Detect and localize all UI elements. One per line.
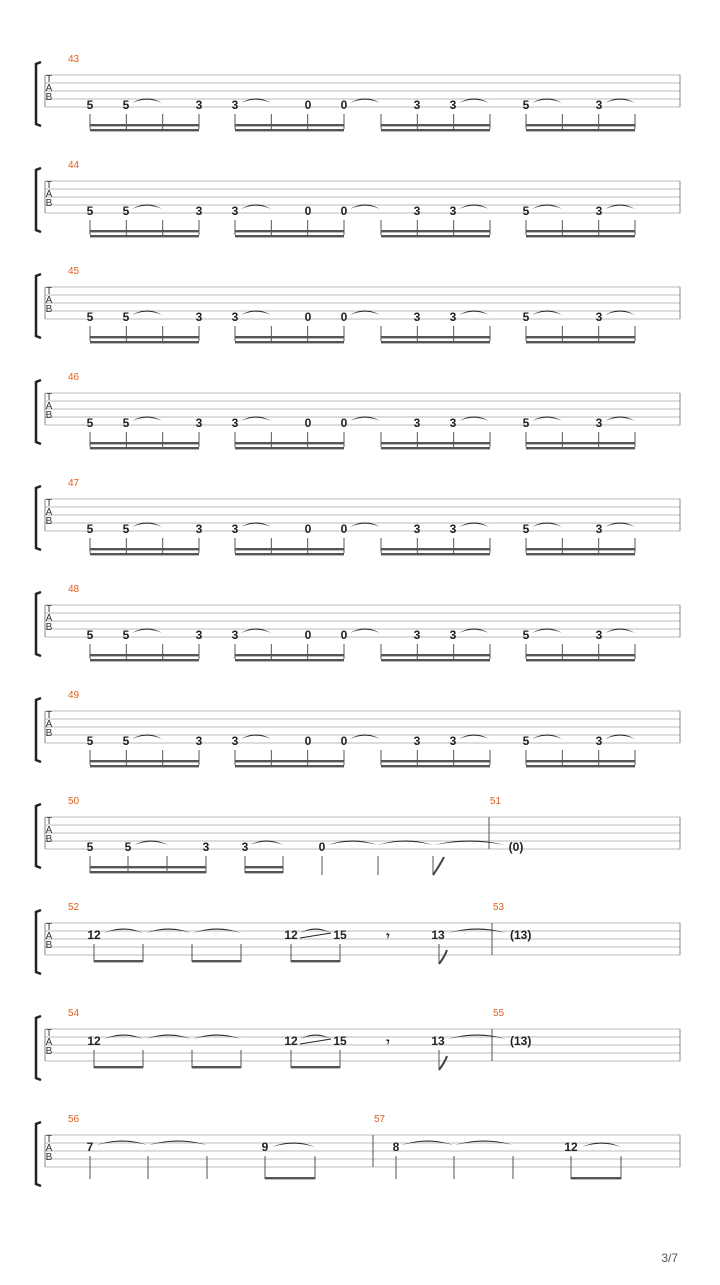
tab-system (36, 266, 680, 343)
beam (526, 235, 635, 237)
tab-system (36, 160, 680, 237)
bar-number: 46 (68, 372, 80, 383)
beam (90, 548, 199, 550)
bar-number: 45 (68, 266, 80, 277)
tab-system (36, 478, 680, 555)
fret-number: 9 (261, 1140, 269, 1154)
fret-number: 3 (231, 522, 239, 536)
tab-system (36, 796, 680, 875)
eighth-rest: 𝄾 (386, 1035, 390, 1049)
beam (235, 553, 344, 555)
beam (526, 124, 635, 126)
beam (526, 553, 635, 555)
beam (526, 654, 635, 656)
beam (94, 1066, 143, 1068)
beam (235, 548, 344, 550)
beam (526, 336, 635, 338)
beam (526, 230, 635, 232)
beam (381, 124, 490, 126)
fret-number: 12 (284, 1034, 298, 1048)
beam (381, 548, 490, 550)
beam (571, 1177, 621, 1179)
beam (90, 336, 199, 338)
fret-number: 3 (202, 840, 210, 854)
beam (381, 765, 490, 767)
beam (235, 447, 344, 449)
fret-number: 3 (413, 98, 421, 112)
beam (90, 765, 199, 767)
beam (381, 336, 490, 338)
system-bracket (36, 592, 41, 656)
fret-number: 5 (122, 734, 130, 748)
fret-number: 7 (86, 1140, 94, 1154)
tab-clef-letter: T (45, 74, 53, 85)
bar-number: 56 (68, 1114, 80, 1125)
fret-number: 3 (449, 522, 457, 536)
fret-number: 3 (595, 98, 603, 112)
bar-number: 50 (68, 796, 80, 807)
fret-number: 3 (449, 204, 457, 218)
fret-number: 3 (231, 98, 239, 112)
tab-clef-letter: T (45, 498, 53, 509)
fret-number: (0) (508, 840, 524, 854)
fret-number: 13 (431, 1034, 445, 1048)
beam (235, 124, 344, 126)
system-bracket (36, 804, 41, 868)
fret-number: 3 (231, 310, 239, 324)
beam (381, 447, 490, 449)
fret-number: 0 (340, 204, 348, 218)
beam (235, 129, 344, 131)
fret-number: 0 (340, 522, 348, 536)
bar-number: 51 (490, 796, 502, 807)
beam (235, 442, 344, 444)
fret-number: 3 (449, 628, 457, 642)
fret-number: 3 (231, 734, 239, 748)
beam (94, 960, 143, 962)
beam (235, 654, 344, 656)
beam (526, 659, 635, 661)
fret-number: (13) (510, 1034, 532, 1048)
bar-number: 53 (493, 902, 505, 913)
fret-number: 5 (122, 98, 130, 112)
fret-number: 5 (522, 522, 530, 536)
fret-number: 3 (595, 522, 603, 536)
beam (90, 129, 199, 131)
beam (192, 960, 241, 962)
fret-number: 0 (340, 416, 348, 430)
fret-number: 0 (304, 98, 312, 112)
fret-number: 5 (522, 416, 530, 430)
beam (235, 341, 344, 343)
beam (90, 124, 199, 126)
beam (90, 654, 199, 656)
tab-clef-letter: T (45, 392, 53, 403)
beam (381, 654, 490, 656)
system-bracket (36, 168, 41, 232)
tab-clef-letter: A (45, 295, 53, 306)
fret-number: 12 (87, 1034, 101, 1048)
fret-number: 3 (195, 522, 203, 536)
fret-number: 15 (333, 928, 347, 942)
fret-number: 5 (122, 416, 130, 430)
bar-number: 48 (68, 584, 80, 595)
fret-number: 3 (413, 628, 421, 642)
fret-number: 13 (431, 928, 445, 942)
fret-number: 3 (449, 416, 457, 430)
beam (235, 760, 344, 762)
tab-clef-letter: A (45, 83, 53, 94)
tab-clef-letter: B (45, 198, 53, 209)
bar-number: 47 (68, 478, 80, 489)
fret-number: 0 (304, 522, 312, 536)
tab-clef-letter: T (45, 816, 53, 827)
beam (381, 760, 490, 762)
beam (90, 659, 199, 661)
bar-number: 44 (68, 160, 80, 171)
slide-line (300, 933, 331, 938)
bar-number: 49 (68, 690, 80, 701)
beam (526, 442, 635, 444)
beam (526, 447, 635, 449)
system-bracket (36, 1016, 41, 1080)
fret-number: 5 (86, 416, 94, 430)
beam (381, 129, 490, 131)
tab-clef-letter: B (45, 1046, 53, 1057)
fret-number: 3 (595, 310, 603, 324)
tab-system (36, 902, 680, 974)
tab-clef-letter: A (45, 719, 53, 730)
tab-clef-letter: T (45, 710, 53, 721)
system-bracket (36, 698, 41, 762)
system-bracket (36, 380, 41, 444)
tab-clef-letter: T (45, 604, 53, 615)
slide-line (300, 1039, 331, 1044)
fret-number: 3 (195, 628, 203, 642)
beam (526, 765, 635, 767)
beam (245, 871, 283, 873)
tab-clef-letter: B (45, 834, 53, 845)
fret-number: 0 (304, 734, 312, 748)
tab-system (36, 372, 680, 449)
fret-number: 5 (122, 628, 130, 642)
system-bracket (36, 910, 41, 974)
fret-number: 3 (195, 310, 203, 324)
fret-number: 3 (449, 98, 457, 112)
beam (90, 553, 199, 555)
fret-number: 0 (340, 98, 348, 112)
tab-clef-letter: T (45, 922, 53, 933)
tab-clef-letter: B (45, 516, 53, 527)
tab-clef-letter: A (45, 1037, 53, 1048)
beam (192, 1066, 241, 1068)
fret-number: 3 (413, 734, 421, 748)
fret-number: 0 (318, 840, 326, 854)
beam (90, 442, 199, 444)
note-flag (433, 857, 444, 875)
fret-number: 0 (304, 310, 312, 324)
fret-number: 3 (413, 204, 421, 218)
beam (90, 341, 199, 343)
fret-number: 5 (522, 98, 530, 112)
tab-clef-letter: A (45, 613, 53, 624)
bar-number: 57 (374, 1114, 386, 1125)
fret-number: 5 (122, 522, 130, 536)
tab-clef-letter: A (45, 825, 53, 836)
beam (381, 553, 490, 555)
bar-number: 43 (68, 54, 80, 65)
bar-number: 54 (68, 1008, 80, 1019)
system-bracket (36, 486, 41, 550)
fret-number: 0 (304, 416, 312, 430)
beam (381, 442, 490, 444)
beam (381, 659, 490, 661)
tab-clef-letter: A (45, 401, 53, 412)
beam (90, 760, 199, 762)
fret-number: 8 (392, 1140, 400, 1154)
beam (90, 871, 206, 873)
tab-clef-letter: A (45, 507, 53, 518)
fret-number: 3 (241, 840, 249, 854)
tab-clef-letter: T (45, 180, 53, 191)
fret-number: 3 (413, 310, 421, 324)
fret-number: 3 (231, 628, 239, 642)
beam (235, 235, 344, 237)
fret-number: 12 (564, 1140, 578, 1154)
beam (235, 336, 344, 338)
beam (526, 129, 635, 131)
fret-number: 5 (86, 734, 94, 748)
fret-number: 5 (522, 628, 530, 642)
fret-number: 12 (87, 928, 101, 942)
fret-number: 3 (195, 98, 203, 112)
fret-number: 5 (86, 628, 94, 642)
system-bracket (36, 1122, 41, 1186)
fret-number: 5 (86, 204, 94, 218)
fret-number: 3 (413, 416, 421, 430)
fret-number: 3 (413, 522, 421, 536)
fret-number: 3 (195, 416, 203, 430)
fret-number: 5 (86, 522, 94, 536)
fret-number: 5 (86, 840, 94, 854)
fret-number: 5 (522, 204, 530, 218)
fret-number: 3 (595, 204, 603, 218)
fret-number: 3 (231, 204, 239, 218)
tab-clef-letter: B (45, 940, 53, 951)
beam (526, 341, 635, 343)
bar-number: 55 (493, 1008, 505, 1019)
fret-number: (13) (510, 928, 532, 942)
tab-clef-letter: B (45, 728, 53, 739)
tab-clef-letter: B (45, 622, 53, 633)
beam (90, 447, 199, 449)
beam (235, 765, 344, 767)
tab-system (36, 690, 680, 767)
beam (265, 1177, 315, 1179)
beam (381, 230, 490, 232)
fret-number: 0 (304, 628, 312, 642)
fret-number: 5 (522, 310, 530, 324)
note-flag (439, 950, 447, 964)
fret-number: 5 (522, 734, 530, 748)
fret-number: 5 (86, 310, 94, 324)
note-flag (439, 1056, 447, 1070)
fret-number: 15 (333, 1034, 347, 1048)
beam (291, 960, 340, 962)
beam (526, 760, 635, 762)
eighth-rest: 𝄾 (386, 929, 390, 943)
tab-clef-letter: B (45, 1152, 53, 1163)
tab-clef-letter: A (45, 189, 53, 200)
fret-number: 5 (122, 310, 130, 324)
page-number: 3/7 (661, 1251, 678, 1265)
tab-clef-letter: B (45, 304, 53, 315)
tab-clef-letter: A (45, 1143, 53, 1154)
beam (90, 866, 206, 868)
fret-number: 3 (595, 734, 603, 748)
tab-system (36, 54, 680, 131)
fret-number: 0 (340, 628, 348, 642)
tab-system (36, 1008, 680, 1080)
fret-number: 5 (124, 840, 132, 854)
fret-number: 0 (304, 204, 312, 218)
beam (235, 659, 344, 661)
tab-clef-letter: T (45, 1134, 53, 1145)
beam (90, 230, 199, 232)
fret-number: 5 (122, 204, 130, 218)
fret-number: 3 (595, 416, 603, 430)
system-bracket (36, 274, 41, 338)
tab-clef-letter: T (45, 1028, 53, 1039)
beam (291, 1066, 340, 1068)
fret-number: 3 (449, 310, 457, 324)
fret-number: 0 (340, 310, 348, 324)
beam (526, 548, 635, 550)
beam (235, 230, 344, 232)
fret-number: 0 (340, 734, 348, 748)
fret-number: 5 (86, 98, 94, 112)
beam (381, 341, 490, 343)
beam (90, 235, 199, 237)
fret-number: 3 (449, 734, 457, 748)
fret-number: 12 (284, 928, 298, 942)
tab-clef-letter: A (45, 931, 53, 942)
fret-number: 3 (231, 416, 239, 430)
fret-number: 3 (195, 204, 203, 218)
tab-clef-letter: B (45, 410, 53, 421)
tab-system (36, 584, 680, 661)
beam (245, 866, 283, 868)
tab-clef-letter: T (45, 286, 53, 297)
fret-number: 3 (595, 628, 603, 642)
tab-system (36, 1114, 680, 1186)
beam (381, 235, 490, 237)
fret-number: 3 (195, 734, 203, 748)
system-bracket (36, 62, 41, 126)
tab-clef-letter: B (45, 92, 53, 103)
bar-number: 52 (68, 902, 80, 913)
